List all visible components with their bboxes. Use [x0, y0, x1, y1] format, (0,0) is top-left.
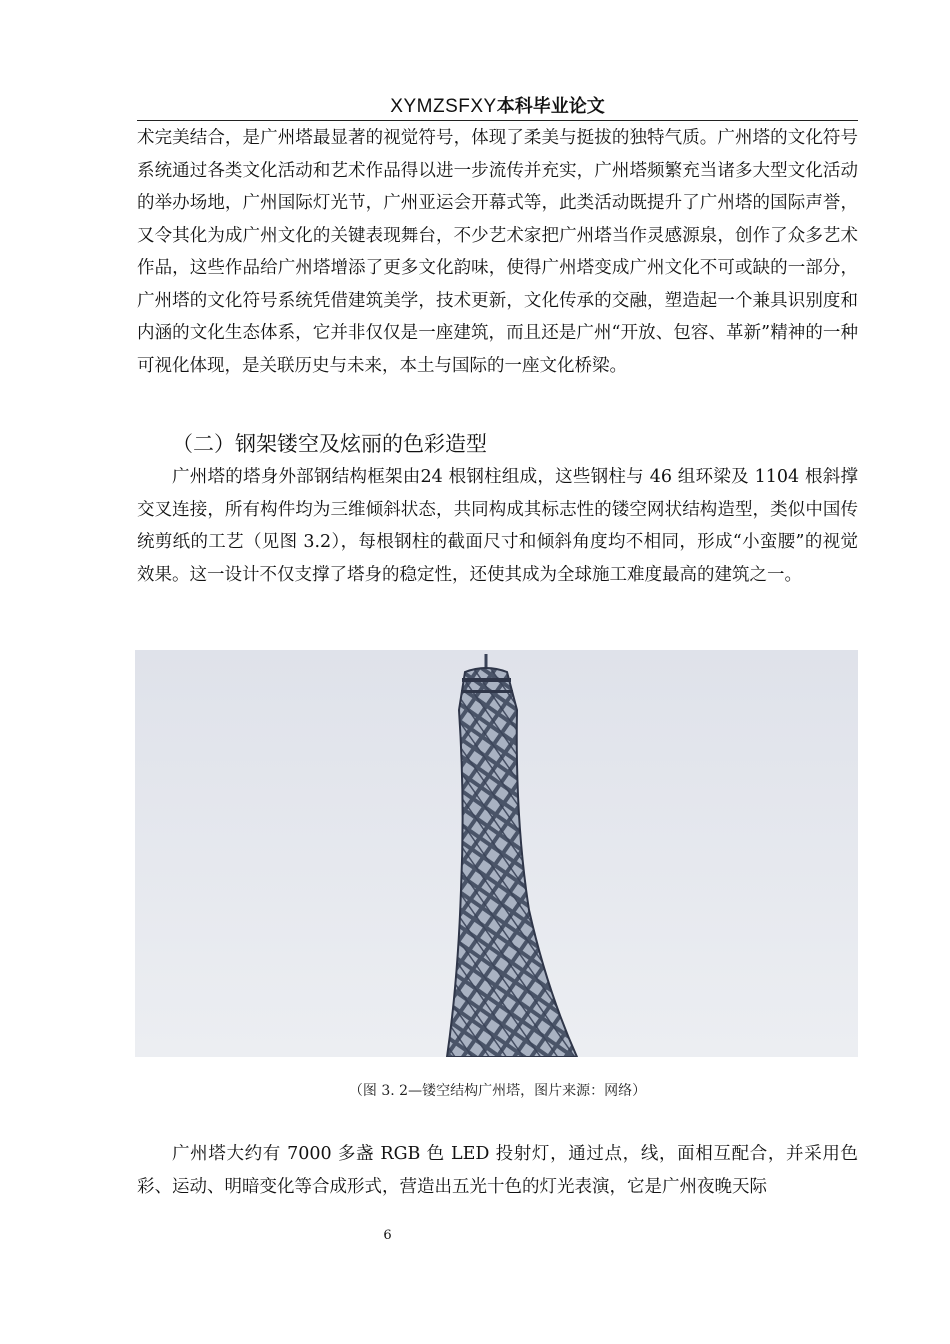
- section-heading: （二）钢架镂空及炫丽的色彩造型: [172, 432, 487, 456]
- header-title: 本科毕业论文: [496, 96, 605, 117]
- header-latin: XYMZSFXY: [390, 96, 497, 117]
- page-number: 6: [383, 1228, 392, 1243]
- paragraph-3: 广州塔大约有 7000 多盏 RGB 色 LED 投射灯，通过点，线，面相互配合，并采用色彩、运动、明暗变化等合成形式，营造出五光十色的灯光表演，它是广州夜晚天际: [137, 1144, 858, 1197]
- figure-canton-tower: [135, 650, 858, 1057]
- paragraph-2: 广州塔的塔身外部钢结构框架由24 根钢柱组成，这些钢柱与 46 组环梁及 1104 根斜撑交叉连接，所有构件均为三维倾斜状态，共同构成其标志性的镂空网状结构造型，类似中国传统剪纸的工艺（见图 3.2），每根钢柱的截面尺寸和倾斜角度均不相同，形成“小蛮腰”的视觉效果。这一设计不仅支撑了塔身的稳定性，还使其成为全球施工难度最高的建筑之一。: [137, 467, 858, 585]
- tower-photo: [135, 650, 858, 1057]
- figure-caption: （图 3. 2—镂空结构广州塔，图片来源：网络）: [348, 1083, 647, 1099]
- paragraph-1: 术完美结合，是广州塔最显著的视觉符号，体现了柔美与挺拔的独特气质。广州塔的文化符号系统通过各类文化活动和艺术作品得以进一步流传并充实，广州塔频繁充当诸多大型文化活动的举办场地，广州国际灯光节，广州亚运会开幕式等，此类活动既提升了广州塔的国际声誉，又令其化为成广州文化的关键表现舞台，不少艺术家把广州塔当作灵感源泉，创作了众多艺术作品，这些作品给广州塔增添了更多文化韵味，使得广州塔变成广州文化不可或缺的一部分，广州塔的文化符号系统凭借建筑美学，技术更新，文化传承的交融，塑造起一个兼具识别度和内涵的文化生态体系，它并非仅仅是一座建筑，而且还是广州“开放、包容、革新”精神的一种可视化体现，是关联历史与未来，本土与国际的一座文化桥梁。: [137, 128, 858, 376]
- page-header: [137, 92, 858, 121]
